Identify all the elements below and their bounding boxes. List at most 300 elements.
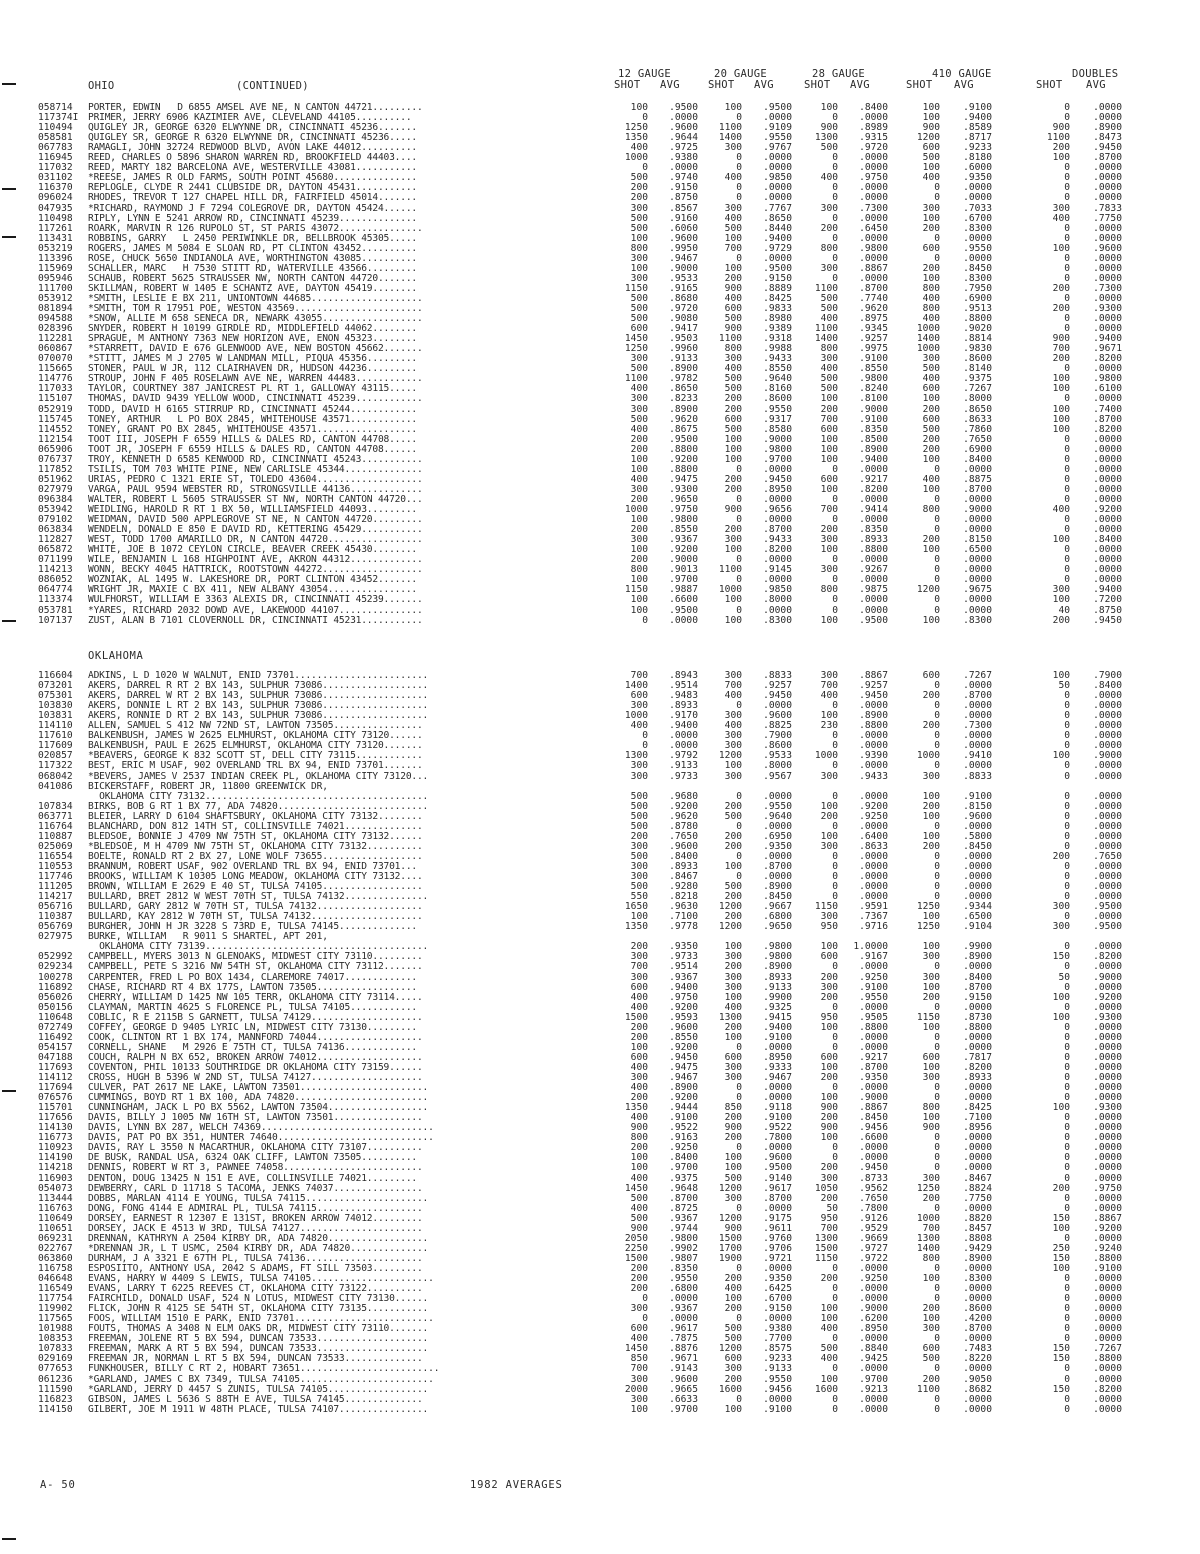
avg-12-gauge: .9514 <box>669 961 698 973</box>
shot-doubles: 0 <box>1064 941 1070 953</box>
shot-20-gauge: 1400 <box>718 132 742 144</box>
avg-12-gauge: .9620 <box>669 413 698 425</box>
shot-doubles: 100 <box>1052 534 1070 546</box>
table-row <box>0 862 1200 872</box>
avg-12-gauge: .9648 <box>669 1182 698 1194</box>
shot-20-gauge: 300 <box>724 951 742 963</box>
shooter-id: 063771 <box>38 810 73 822</box>
shot-28-gauge: 0 <box>832 112 838 124</box>
avg-410-gauge: .7100 <box>963 1112 992 1124</box>
avg-12-gauge: .8350 <box>669 1262 698 1274</box>
shooter-name-address: *BEVERS, JAMES V 2537 INDIAN CREEK PL, OKLAHOMA CITY 73120... <box>88 771 429 782</box>
shot-12-gauge: 500 <box>630 881 648 893</box>
avg-doubles: .0000 <box>1093 1293 1122 1305</box>
shot-20-gauge: 300 <box>724 981 742 993</box>
avg-20-gauge: .9415 <box>763 1011 792 1023</box>
shooter-name-address: FREEMAN JR, NORMAN L RT 5 BX 594, DUNCAN 73533.............. <box>88 1354 423 1365</box>
shot-12-gauge: 200 <box>630 830 648 842</box>
avg-410-gauge: .6700 <box>963 212 992 224</box>
avg-410-gauge: .0000 <box>963 680 992 692</box>
shot-28-gauge: 700 <box>820 680 838 692</box>
shot-20-gauge: 500 <box>724 1323 742 1335</box>
shooter-name-address: WEIDMAN, DAVID 500 APPLEGROVE ST NE, N CANTON 44720......... <box>88 515 423 526</box>
shot-doubles: 0 <box>1064 730 1070 742</box>
shooter-id: 047935 <box>38 202 73 214</box>
shot-12-gauge: 500 <box>630 363 648 375</box>
shot-28-gauge: 500 <box>820 303 838 314</box>
shot-410-gauge: 0 <box>934 1041 940 1053</box>
avg-20-gauge: .9522 <box>763 1122 792 1134</box>
shot-410-gauge: 0 <box>934 871 940 882</box>
page-footer-title: 1982 AVERAGES <box>470 1479 563 1491</box>
shooter-name-address: *BEAVERS, GEORGE K 832 SCOTT ST, DELL CITY 73115............ <box>88 751 423 762</box>
shot-28-gauge: 400 <box>820 363 838 375</box>
shooter-id: 117610 <box>38 730 73 742</box>
avg-410-gauge: .8200 <box>963 1061 992 1073</box>
avg-410-gauge: .8700 <box>963 483 992 495</box>
avg-28-gauge: .0000 <box>859 1082 888 1094</box>
avg-28-gauge: .9100 <box>859 981 888 993</box>
avg-20-gauge: .9729 <box>763 242 792 254</box>
table-row <box>0 993 1200 1003</box>
shot-410-gauge: 1200 <box>916 132 940 144</box>
shot-28-gauge: 400 <box>820 313 838 325</box>
avg-28-gauge: .0000 <box>859 740 888 752</box>
avg-410-gauge: .8800 <box>963 313 992 325</box>
shooter-name-address: BALKENBUSH, PAUL E 2625 ELMHURST, OKLAHOMA CITY 73120....... <box>88 741 423 752</box>
shooter-name-address: REED, CHARLES O 5896 SHARON WARREN RD, BROOKFIELD 44403.... <box>88 153 417 164</box>
shot-28-gauge: 1400 <box>814 333 838 345</box>
shooter-name-address: BULLARD, GARY 2812 W 70TH ST, TULSA 74132................... <box>88 902 423 913</box>
avg-410-gauge: .9020 <box>963 323 992 335</box>
shot-12-gauge: 500 <box>630 820 648 832</box>
avg-12-gauge: .8675 <box>669 423 698 435</box>
shot-20-gauge: 600 <box>724 1051 742 1063</box>
table-row <box>0 1013 1200 1023</box>
shooter-name-address: DORSEY, JACK E 4513 W 3RD, TULSA 74127...................... <box>88 1223 423 1234</box>
avg-doubles: .0000 <box>1093 830 1122 842</box>
shot-410-gauge: 0 <box>934 252 940 264</box>
avg-410-gauge: .8875 <box>963 473 992 485</box>
avg-12-gauge: .9680 <box>669 790 698 802</box>
avg-20-gauge: .8700 <box>763 1192 792 1204</box>
avg-12-gauge: .8780 <box>669 820 698 832</box>
shot-410-gauge: 1250 <box>916 921 940 933</box>
avg-28-gauge: .9345 <box>859 323 888 335</box>
shot-410-gauge: 0 <box>934 1333 940 1345</box>
shot-28-gauge: 0 <box>832 1262 838 1274</box>
shot-28-gauge: 0 <box>832 1001 838 1013</box>
shot-28-gauge: 200 <box>820 1072 838 1083</box>
shooter-name-address: *YARES, RICHARD 2032 DOWD AVE, LAKEWOOD 44107............... <box>88 605 423 616</box>
shooter-id: 029234 <box>38 961 73 973</box>
avg-12-gauge: .8218 <box>669 891 698 903</box>
table-row <box>0 962 1200 972</box>
table-row <box>0 133 1200 143</box>
shooter-name-address: WEST, TODD 1700 AMARILLO DR, N CANTON 44720................. <box>88 535 423 546</box>
shooter-name-address: ADKINS, L D 1020 W WALNUT, ENID 73701........................ <box>88 671 429 681</box>
avg-20-gauge: .9380 <box>763 1323 792 1335</box>
shot-doubles: 0 <box>1064 720 1070 732</box>
shot-20-gauge: 700 <box>724 680 742 692</box>
shooter-name-address: DOBBS, MARLAN 4114 E YOUNG, TULSA 74115...................... <box>88 1193 429 1204</box>
avg-12-gauge: .9280 <box>669 881 698 893</box>
avg-20-gauge: .9433 <box>763 353 792 365</box>
shooter-id: 113374 <box>38 594 73 606</box>
column-shot: SHOT <box>614 79 641 91</box>
shot-410-gauge: 0 <box>934 1031 940 1043</box>
avg-410-gauge: .0000 <box>963 1363 992 1375</box>
shot-doubles: 200 <box>1052 1182 1070 1194</box>
shot-12-gauge: 200 <box>630 1092 648 1104</box>
shot-28-gauge: 0 <box>832 252 838 264</box>
shooter-id: 069231 <box>38 1232 73 1244</box>
shot-410-gauge: 100 <box>922 544 940 556</box>
shot-410-gauge: 600 <box>922 1051 940 1063</box>
shooter-id: 103830 <box>38 700 73 712</box>
shot-12-gauge: 700 <box>630 1363 648 1375</box>
shot-28-gauge: 100 <box>820 941 838 953</box>
shot-20-gauge: 300 <box>724 1363 742 1375</box>
shot-doubles: 200 <box>1052 850 1070 862</box>
avg-28-gauge: .0000 <box>859 1001 888 1013</box>
shooter-id: 053219 <box>38 242 73 254</box>
avg-doubles: .0000 <box>1093 112 1122 124</box>
shot-20-gauge: 400 <box>724 690 742 702</box>
shooter-name-address: *BLEDSOE, M H 4709 NW 75TH ST, OKLAHOMA CITY 73132.......... <box>88 841 423 852</box>
avg-12-gauge: .9467 <box>669 1072 698 1083</box>
table-row <box>0 751 1200 761</box>
shot-20-gauge: 300 <box>724 740 742 752</box>
avg-12-gauge: .0000 <box>669 1293 698 1305</box>
shooter-name-address: BLEDSOE, BONNIE J 4709 NW 75TH ST, OKLAHOMA CITY 73132...... <box>88 831 423 842</box>
shot-410-gauge: 0 <box>934 961 940 973</box>
avg-doubles: .9500 <box>1093 901 1122 913</box>
table-row <box>0 575 1200 585</box>
avg-20-gauge: .0000 <box>763 700 792 712</box>
shot-20-gauge: 600 <box>724 1353 742 1365</box>
shot-12-gauge: 500 <box>630 800 648 812</box>
shooter-name-address: COOK, CLINTON RT 1 BX 174, MANNFORD 74044................... <box>88 1032 423 1043</box>
shot-12-gauge: 100 <box>630 262 648 274</box>
avg-410-gauge: .9050 <box>963 1373 992 1385</box>
avg-12-gauge: .9807 <box>669 1252 698 1264</box>
avg-12-gauge: .9200 <box>669 800 698 812</box>
shot-410-gauge: 1000 <box>916 750 940 762</box>
table-row <box>0 324 1200 334</box>
avg-410-gauge: .0000 <box>963 554 992 566</box>
shooter-name-address: *GARLAND, JAMES C BX 7349, TULSA 74105........................ <box>88 1374 434 1385</box>
shooter-name-address: COFFEY, GEORGE D 9405 LYRIC LN, MIDWEST CITY 73130......... <box>88 1022 417 1033</box>
avg-doubles: .7300 <box>1093 282 1122 294</box>
table-row <box>0 1073 1200 1083</box>
avg-28-gauge: .0000 <box>859 152 888 164</box>
shot-20-gauge: 300 <box>724 770 742 782</box>
shooter-name-address: AKERS, DONNIE L RT 2 BX 143, SULPHUR 73086................... <box>88 701 429 712</box>
shot-doubles: 100 <box>1052 594 1070 606</box>
avg-410-gauge: .8300 <box>963 222 992 234</box>
shot-12-gauge: 100 <box>630 514 648 526</box>
shot-12-gauge: 900 <box>630 1222 648 1234</box>
shot-12-gauge: 300 <box>630 840 648 852</box>
shot-doubles: 0 <box>1064 493 1070 505</box>
column-avg: AVG <box>850 79 870 91</box>
shot-20-gauge: 200 <box>724 840 742 852</box>
shot-doubles: 0 <box>1064 433 1070 445</box>
shooter-id: 046648 <box>38 1273 73 1284</box>
avg-410-gauge: .7267 <box>963 383 992 395</box>
shooter-name-address: *SNOW, ALLIE M 658 SENECA DR, NEWARK 43055.................. <box>88 314 423 325</box>
avg-12-gauge: .9887 <box>669 584 698 596</box>
avg-doubles: .0000 <box>1093 222 1122 234</box>
shooter-id: 110648 <box>38 1011 73 1023</box>
avg-12-gauge: .8467 <box>669 871 698 882</box>
shot-28-gauge: 100 <box>820 710 838 722</box>
avg-20-gauge: .0000 <box>763 182 792 194</box>
shooter-id: 076576 <box>38 1092 73 1104</box>
avg-doubles: .0000 <box>1093 182 1122 194</box>
section-title-ohio: OHIO <box>88 80 115 92</box>
shot-doubles: 0 <box>1064 524 1070 536</box>
shot-410-gauge: 300 <box>922 770 940 782</box>
shot-12-gauge: 300 <box>630 1373 648 1385</box>
shot-410-gauge: 200 <box>922 443 940 455</box>
avg-20-gauge: .9550 <box>763 1373 792 1385</box>
avg-12-gauge: .8800 <box>669 443 698 455</box>
shot-20-gauge: 0 <box>736 604 742 616</box>
avg-20-gauge: .9000 <box>763 433 792 445</box>
shot-28-gauge: 0 <box>832 554 838 566</box>
shot-28-gauge: 0 <box>832 493 838 505</box>
avg-410-gauge: .8450 <box>963 262 992 274</box>
shot-doubles: 0 <box>1064 790 1070 802</box>
avg-28-gauge: .9456 <box>859 1122 888 1134</box>
shot-410-gauge: 100 <box>922 941 940 953</box>
shot-28-gauge: 0 <box>832 604 838 616</box>
table-row <box>0 802 1200 812</box>
shooter-name-address: COVENTON, PHIL 10133 SOUTHRIDGE DR OKLAHOMA CITY 73159...... <box>88 1062 423 1073</box>
avg-28-gauge: .0000 <box>859 1142 888 1154</box>
shot-doubles: 300 <box>1052 202 1070 214</box>
avg-doubles: .0000 <box>1093 514 1122 526</box>
avg-410-gauge: .9900 <box>963 941 992 953</box>
shooter-id: 027979 <box>38 483 73 495</box>
table-row <box>0 721 1200 731</box>
avg-20-gauge: .8700 <box>763 860 792 872</box>
avg-28-gauge: .0000 <box>859 760 888 772</box>
avg-28-gauge: .9975 <box>859 343 888 355</box>
shot-12-gauge: 1350 <box>624 921 648 933</box>
table-row <box>0 224 1200 234</box>
shot-12-gauge: 400 <box>630 1172 648 1184</box>
shot-doubles: 150 <box>1052 1353 1070 1365</box>
avg-12-gauge: .9367 <box>669 1303 698 1315</box>
shot-20-gauge: 100 <box>724 453 742 465</box>
shot-28-gauge: 0 <box>832 1283 838 1295</box>
shooter-name-address: WOZNIAK, AL 1495 W. LAKESHORE DR, PORT CLINTON 43452....... <box>88 575 417 586</box>
avg-doubles: .0000 <box>1093 1273 1122 1284</box>
avg-12-gauge: .7650 <box>669 830 698 842</box>
avg-12-gauge: .8933 <box>669 860 698 872</box>
avg-12-gauge: .9650 <box>669 493 698 505</box>
shot-doubles: 0 <box>1064 1172 1070 1184</box>
avg-28-gauge: .9550 <box>859 991 888 1003</box>
avg-20-gauge: .0000 <box>763 1313 792 1325</box>
shooter-id: 117032 <box>38 162 73 174</box>
avg-28-gauge: .8700 <box>859 1061 888 1073</box>
shot-28-gauge: 400 <box>820 1353 838 1365</box>
avg-doubles: .0000 <box>1093 770 1122 782</box>
avg-28-gauge: .9591 <box>859 901 888 913</box>
shot-20-gauge: 0 <box>736 162 742 174</box>
avg-12-gauge: .9800 <box>669 1232 698 1244</box>
shot-28-gauge: 0 <box>832 594 838 606</box>
avg-410-gauge: .8300 <box>963 272 992 284</box>
shooter-id: 110887 <box>38 830 73 842</box>
shot-20-gauge: 600 <box>724 303 742 314</box>
avg-28-gauge: .8933 <box>859 534 888 546</box>
shot-12-gauge: 1650 <box>624 901 648 913</box>
avg-410-gauge: .8180 <box>963 152 992 164</box>
shot-doubles: 0 <box>1064 820 1070 832</box>
shot-12-gauge: 500 <box>630 1192 648 1204</box>
table-row <box>0 505 1200 515</box>
avg-doubles: .0000 <box>1093 1082 1122 1094</box>
shooter-id: 112154 <box>38 433 73 445</box>
shooter-id: 117565 <box>38 1313 73 1325</box>
avg-doubles: .0000 <box>1093 1333 1122 1345</box>
shot-20-gauge: 0 <box>736 1393 742 1405</box>
shot-12-gauge: 300 <box>630 770 648 782</box>
table-row <box>0 1214 1200 1224</box>
shot-20-gauge: 400 <box>724 172 742 184</box>
avg-28-gauge: .9213 <box>859 1383 888 1395</box>
avg-28-gauge: .8840 <box>859 1343 888 1355</box>
avg-12-gauge: .9744 <box>669 1222 698 1234</box>
shot-28-gauge: 1150 <box>814 901 838 913</box>
shooter-id: 050156 <box>38 1001 73 1013</box>
shooter-id: 056769 <box>38 921 73 933</box>
shot-28-gauge: 100 <box>820 1061 838 1073</box>
shot-28-gauge: 0 <box>832 182 838 194</box>
shot-20-gauge: 500 <box>724 1172 742 1184</box>
avg-410-gauge: .8150 <box>963 800 992 812</box>
shot-28-gauge: 0 <box>832 1082 838 1094</box>
shot-28-gauge: 100 <box>820 102 838 113</box>
avg-20-gauge: .8600 <box>763 740 792 752</box>
avg-12-gauge: .9792 <box>669 750 698 762</box>
avg-doubles: .0000 <box>1093 524 1122 536</box>
avg-28-gauge: .9250 <box>859 971 888 983</box>
avg-20-gauge: .8900 <box>763 961 792 973</box>
avg-28-gauge: .7650 <box>859 1192 888 1204</box>
avg-28-gauge: .6600 <box>859 1132 888 1144</box>
avg-doubles: .0000 <box>1093 564 1122 576</box>
avg-12-gauge: .9300 <box>669 483 698 495</box>
shot-doubles: 0 <box>1064 463 1070 475</box>
shot-28-gauge: 0 <box>832 850 838 862</box>
avg-28-gauge: .8867 <box>859 1102 888 1114</box>
avg-28-gauge: .0000 <box>859 192 888 204</box>
shot-410-gauge: 300 <box>922 951 940 963</box>
shot-12-gauge: 1350 <box>624 1102 648 1114</box>
shooter-name-address: OKLAHOMA CITY 73139........................................ <box>88 942 429 953</box>
avg-12-gauge: .9700 <box>669 1162 698 1174</box>
shooter-id: 100278 <box>38 971 73 983</box>
shot-20-gauge: 100 <box>724 594 742 606</box>
shot-20-gauge: 100 <box>724 443 742 455</box>
avg-20-gauge: .9700 <box>763 453 792 465</box>
shot-doubles: 0 <box>1064 554 1070 566</box>
avg-12-gauge: .9100 <box>669 1112 698 1124</box>
avg-20-gauge: .8000 <box>763 760 792 772</box>
avg-20-gauge: .9133 <box>763 981 792 993</box>
avg-28-gauge: .9529 <box>859 1222 888 1234</box>
column-shot: SHOT <box>804 79 831 91</box>
avg-doubles: .0000 <box>1093 740 1122 752</box>
avg-doubles: .0000 <box>1093 1162 1122 1174</box>
avg-410-gauge: .0000 <box>963 1293 992 1305</box>
avg-28-gauge: .0000 <box>859 820 888 832</box>
shot-12-gauge: 300 <box>630 971 648 983</box>
shot-20-gauge: 400 <box>724 1283 742 1295</box>
shot-20-gauge: 200 <box>724 1021 742 1033</box>
shot-20-gauge: 200 <box>724 483 742 495</box>
shot-410-gauge: 0 <box>934 730 940 742</box>
shooter-name-address: *SMITH, LESLIE E BX 211, UNIONTOWN 44685.................... <box>88 293 423 304</box>
avg-12-gauge: .0000 <box>669 614 698 626</box>
avg-doubles: .0000 <box>1093 1031 1122 1043</box>
shooter-name-address: CORNELL, SHANE M 2926 E 75TH CT, TULSA 74136............. <box>88 1042 417 1053</box>
table-row <box>0 103 1200 113</box>
table-row <box>0 812 1200 822</box>
shot-doubles: 100 <box>1052 413 1070 425</box>
avg-doubles: .0000 <box>1093 891 1122 903</box>
shot-410-gauge: 600 <box>922 670 940 681</box>
shooter-name-address: FOOS, WILLIAM 1510 E PARK, ENID 73701......................... <box>88 1314 434 1325</box>
shot-20-gauge: 200 <box>724 1112 742 1124</box>
continued-label: (CONTINUED) <box>236 80 309 92</box>
shooter-name-address: RAMAGLI, JOHN 32724 REDWOOD BLVD, AVON LAKE 44012.......... <box>88 143 417 154</box>
table-row <box>0 1204 1200 1214</box>
avg-20-gauge: .0000 <box>763 493 792 505</box>
avg-doubles: .0000 <box>1093 554 1122 566</box>
shot-20-gauge: 1500 <box>718 1232 742 1244</box>
avg-410-gauge: .0000 <box>963 820 992 832</box>
avg-410-gauge: .7267 <box>963 670 992 681</box>
shot-410-gauge: 900 <box>922 122 940 134</box>
shot-28-gauge: 800 <box>820 584 838 596</box>
avg-20-gauge: .0000 <box>763 1262 792 1274</box>
avg-410-gauge: .7950 <box>963 282 992 294</box>
shot-410-gauge: 0 <box>934 1132 940 1144</box>
table-row <box>0 1093 1200 1103</box>
shooter-id: 110923 <box>38 1142 73 1154</box>
avg-28-gauge: .0000 <box>859 604 888 616</box>
shooter-name-address: BROWN, WILLIAM E 2629 E 40 ST, TULSA 74105.................. <box>88 882 423 893</box>
shot-20-gauge: 200 <box>724 272 742 284</box>
avg-28-gauge: .8400 <box>859 102 888 113</box>
shot-12-gauge: 600 <box>630 690 648 702</box>
shot-doubles: 0 <box>1064 1082 1070 1094</box>
shot-20-gauge: 1100 <box>718 564 742 576</box>
shot-20-gauge: 0 <box>736 1092 742 1104</box>
avg-410-gauge: .0000 <box>963 493 992 505</box>
avg-28-gauge: .0000 <box>859 162 888 174</box>
avg-12-gauge: .0000 <box>669 162 698 174</box>
shooter-id: 111700 <box>38 282 73 294</box>
avg-410-gauge: .6900 <box>963 443 992 455</box>
